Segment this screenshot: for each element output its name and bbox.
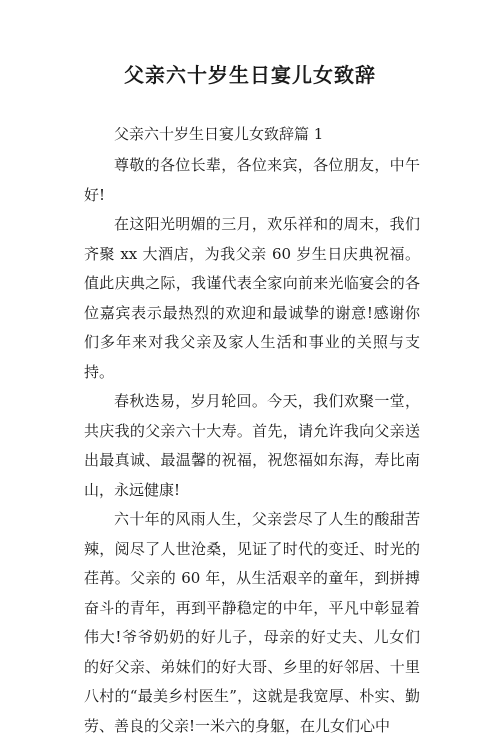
paragraph-greeting: 尊敬的各位长辈，各位来宾，各位朋友，中午好! <box>84 156 420 204</box>
paragraph-welcome: 在这阳光明媚的三月，欢乐祥和的周末，我们齐聚 xx 大酒店，为我父亲 60 岁生日庆典祝福。值此庆典之际，我谨代表全家向前来光临宴会的各位嘉宾表示最热烈的欢迎和最诚挚的谢意!感谢你们多年来对我父亲及家人生活和事业的关照与支持。 <box>84 215 420 381</box>
paragraph-life-story: 六十年的风雨人生，父亲尝尽了人生的酸甜苦辣，阅尽了人世沧桑，见证了时代的变迁、时光的荏苒。父亲的 60 年，从生活艰辛的童年，到拼搏奋斗的青年，再到平静稳定的中年，平凡中彰显着伟大!爷爷奶奶的好儿子，母亲的好丈夫、儿女们的好父亲、弟妹们的好大哥、乡里的好邻居、十里八村的“最美乡村医生”，这就是我宽厚、朴实、勤劳、善良的父亲!一米六的身躯，在儿女们心中 <box>84 510 420 735</box>
document-title: 父亲六十岁生日宴儿女致辞 <box>124 63 376 87</box>
document-body <box>84 120 420 741</box>
section-subtitle: 父亲六十岁生日宴儿女致辞篇 1 <box>114 125 324 143</box>
paragraph-blessing: 春秋迭易，岁月轮回。今天，我们欢聚一堂，共庆我的父亲六十大寿。首先，请允许我向父亲送出最真诚、最温馨的祝福，祝您福如东海，寿比南山，永远健康! <box>84 392 420 499</box>
